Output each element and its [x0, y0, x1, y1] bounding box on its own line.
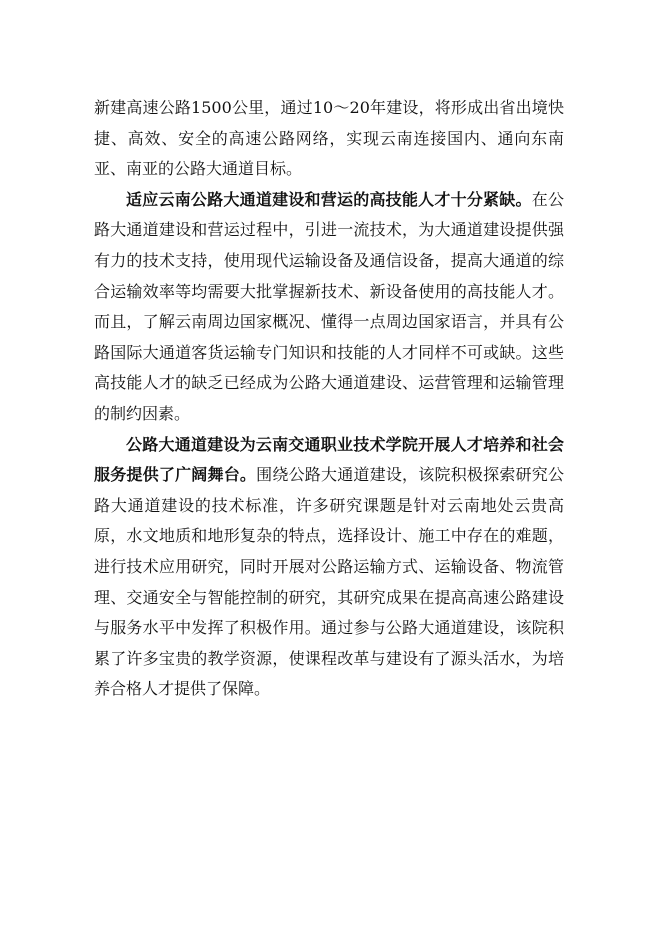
paragraph-3-text: 围绕公路大通道建设，该院积极探索研究公路大通道建设的技术标准，许多研究课题是针对云南地处云贵高原，水文地质和地形复杂的特点，选择设计、施工中存在的难题，进行技术应用研究，同时开展对公路运输方式、运输设备、物流管理、交通安全与智能控制的研究，其研究成果在提高高速公路建设与服务水平中发挥了积极作用。通过参与公路大通道建设，该院积累了许多宝贵的教学资源，使课程改革与建设有了源头活水，为培养合格人才提供了保障。: [94, 465, 564, 699]
paragraph-2-heading: 适应云南公路大通道建设和营运的高技能人才十分紧缺。: [126, 189, 532, 209]
paragraph-2: [94, 185, 564, 430]
paragraph-3: [94, 430, 564, 705]
paragraph-3-heading: 公路大通道建设为云南交通职业技术学院开展人才培养和社会服务提供了广阔舞台。: [94, 434, 564, 485]
paragraph-1-text: 新建高速公路1500公里，通过10～20年建设，将形成出省出境快捷、高效、安全的高速公路网络，实现云南连接国内、通向东南亚、南亚的公路大通道目标。: [94, 98, 564, 179]
paragraph-1: [94, 93, 564, 185]
document-body: [94, 93, 564, 705]
paragraph-2-text: 在公路大通道建设和营运过程中，引进一流技术，为大通道建设提供强有力的技术支持，使用现代运输设备及通信设备，提高大通道的综合运输效率等均需要大批掌握新技术、新设备使用的高技能人才。而且，了解云南周边国家概况、懂得一点周边国家语言，并具有公路国际大通道客货运输专门知识和技能的人才同样不可或缺。这些高技能人才的缺乏已经成为公路大通道建设、运营管理和运输管理的制约因素。: [94, 189, 564, 423]
